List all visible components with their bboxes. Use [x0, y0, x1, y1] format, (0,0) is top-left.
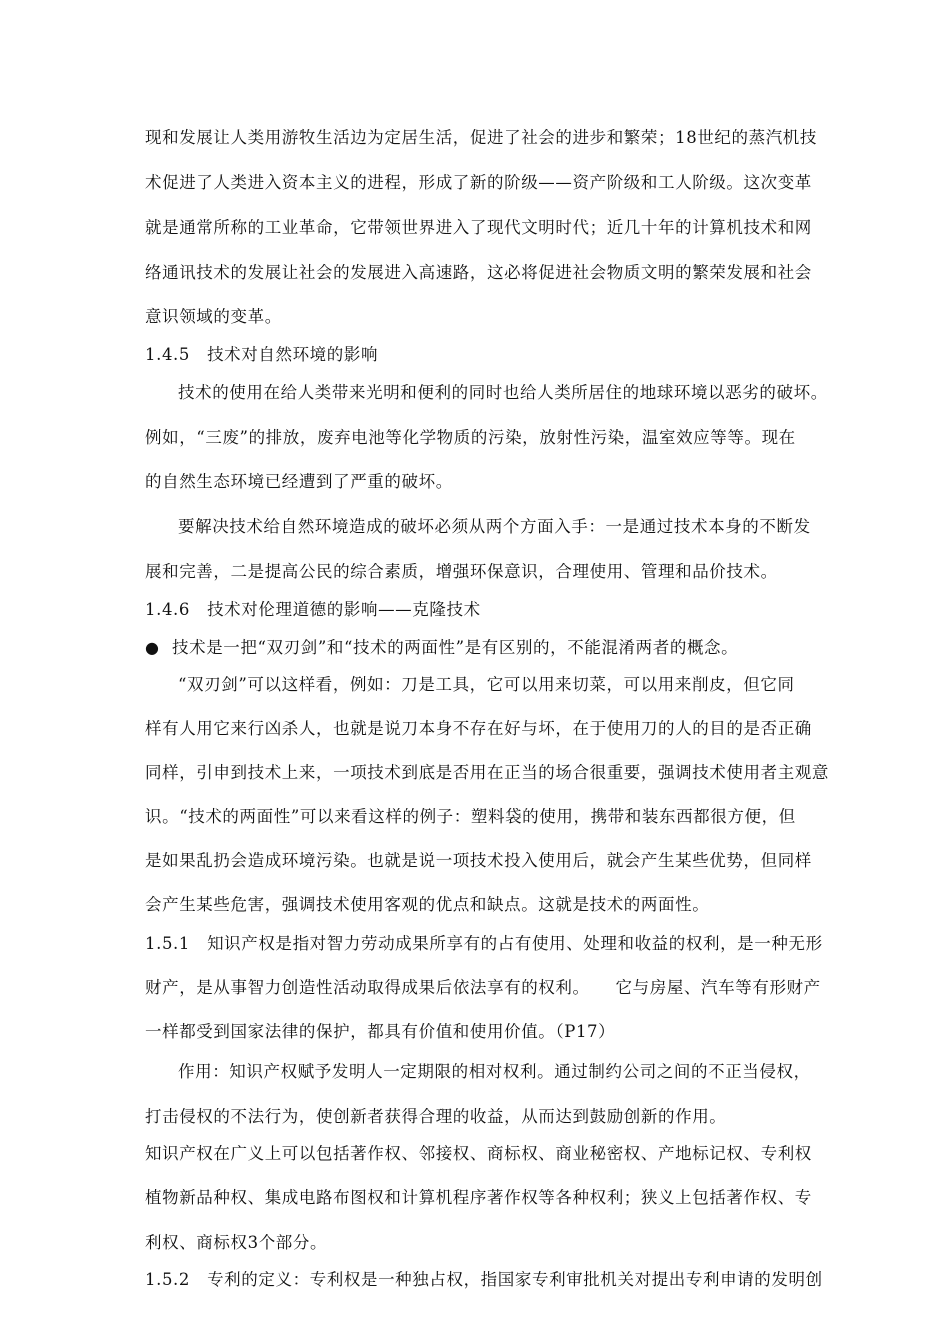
section-text-1-5-2: 1.5.2 专利的定义：专利权是一种独占权，指国家专利审批机关对提出专利申请的发明创	[145, 1270, 823, 1289]
text-line: “双刃剑”可以这样看，例如：刀是工具，它可以用来切菜，可以用来削皮，但它同	[178, 675, 795, 694]
text-line: 利权、商标权3个部分。	[145, 1233, 328, 1252]
text-line: 现和发展让人类用游牧生活边为定居生活，促进了社会的进步和繁荣；18世纪的蒸汽机技	[145, 128, 817, 147]
section-heading-1-4-6: 1.4.6 技术对伦理道德的影响——克隆技术	[145, 600, 481, 619]
text-line: 是如果乱扔会造成环境污染。也就是说一项技术投入使用后，就会产生某些优势，但同样	[145, 851, 812, 870]
text-line: 展和完善，二是提高公民的综合素质，增强环保意识，合理使用、管理和品价技术。	[145, 562, 778, 581]
text-line: 的自然生态环境已经遭到了严重的破坏。	[145, 472, 453, 491]
text-line: 打击侵权的不法行为，使创新者获得合理的收益，从而达到鼓励创新的作用。	[145, 1107, 727, 1126]
section-text-1-5-1: 1.5.1 知识产权是指对智力劳动成果所享有的占有使用、处理和收益的权利，是一种无形	[145, 934, 823, 953]
bullet-item-text: 技术是一把“双刃剑”和“技术的两面性”是有区别的，不能混淆两者的概念。	[172, 638, 739, 657]
text-line: 作用：知识产权赋予发明人一定期限的相对权利。通过制约公司之间的不正当侵权，	[178, 1062, 811, 1081]
text-line: 会产生某些危害，强调技术使用客观的优点和缺点。这就是技术的两面性。	[145, 895, 710, 914]
section-heading-1-4-5: 1.4.5 技术对自然环境的影响	[145, 345, 379, 364]
text-line: 络通讯技术的发展让社会的发展进入高速路，这必将促进社会物质文明的繁荣发展和社会	[145, 263, 812, 282]
text-line: 同样，引申到技术上来，一项技术到底是否用在正当的场合很重要，强调技术使用者主观意	[145, 763, 829, 782]
text-line: 意识领域的变革。	[145, 307, 282, 326]
text-line: 一样都受到国家法律的保护，都具有价值和使用价值。（P17）	[145, 1022, 616, 1041]
text-line: 财产，是从事智力创造性活动取得成果后依法享有的权利。 它与房屋、汽车等有形财产	[145, 978, 821, 997]
text-line: 知识产权在广义上可以包括著作权、邻接权、商标权、商业秘密权、产地标记权、专利权	[145, 1144, 812, 1163]
text-line: 就是通常所称的工业革命，它带领世界进入了现代文明时代；近几十年的计算机技术和网	[145, 218, 812, 237]
text-line: 植物新品种权、集成电路布图权和计算机程序著作权等各种权利；狭义上包括著作权、专	[145, 1188, 812, 1207]
text-line: 术促进了人类进入资本主义的进程，形成了新的阶级——资产阶级和工人阶级。这次变革	[145, 173, 812, 192]
bullet-icon: ●	[145, 638, 159, 657]
text-line: 例如，“三废”的排放，废弃电池等化学物质的污染，放射性污染，温室效应等等。现在	[145, 428, 796, 447]
text-line: 技术的使用在给人类带来光明和便利的同时也给人类所居住的地球环境以恶劣的破坏。	[178, 383, 828, 402]
text-line: 样有人用它来行凶杀人，也就是说刀本身不存在好与坏，在于使用刀的人的目的是否正确	[145, 719, 812, 738]
text-line: 识。“技术的两面性”可以来看这样的例子：塑料袋的使用，携带和装东西都很方便，但	[145, 807, 796, 826]
text-line: 要解决技术给自然环境造成的破坏必须从两个方面入手：一是通过技术本身的不断发	[178, 517, 811, 536]
